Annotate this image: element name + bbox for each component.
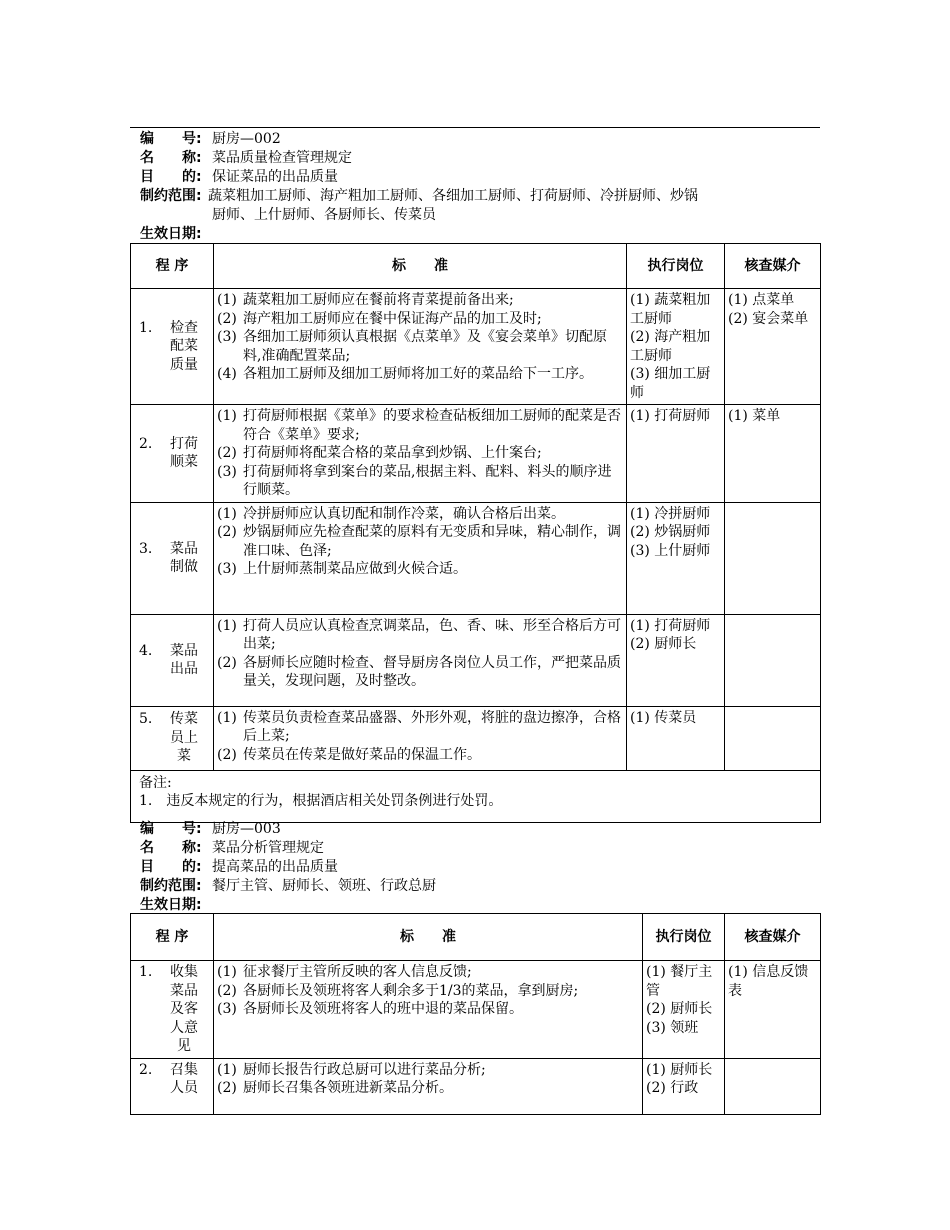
doc1-table bbox=[130, 243, 821, 823]
table-row bbox=[131, 614, 821, 706]
header-standard: 标 准 bbox=[214, 914, 643, 961]
media-cell: (1) 信息反馈表 bbox=[725, 961, 821, 1059]
doc2-effective-date: 生效日期: bbox=[140, 897, 202, 913]
top-rule bbox=[130, 127, 820, 128]
seq-cell: 4. 菜品出品 bbox=[131, 614, 214, 706]
standard-cell: (1) 传菜员负责检查菜品盛器、外形外观，将脏的盘边擦净，合格后上菜; (2) 传菜员在传菜是做好菜品的保温工作。 bbox=[214, 706, 627, 770]
header-standard: 标 准 bbox=[214, 244, 627, 289]
post-cell: (1) 冷拼厨师 (2) 炒锅厨师 (3) 上什厨师 bbox=[627, 502, 725, 614]
header-media: 核查媒介 bbox=[725, 244, 821, 289]
table-header-row bbox=[131, 244, 821, 289]
header-seq: 程 序 bbox=[131, 244, 214, 289]
post-cell: (1) 蔬菜粗加工厨师 (2) 海产粗加工厨师 (3) 细加工厨师 bbox=[627, 289, 725, 405]
post-cell: (1) 打荷厨师 bbox=[627, 405, 725, 503]
doc2-meta bbox=[140, 820, 820, 915]
table-header-row bbox=[131, 914, 821, 961]
media-cell bbox=[725, 614, 821, 706]
doc1-meta bbox=[140, 130, 820, 244]
post-cell: (1) 厨师长 (2) 行政 bbox=[643, 1058, 725, 1114]
table-row bbox=[131, 289, 821, 405]
table-row bbox=[131, 961, 821, 1059]
header-post: 执行岗位 bbox=[643, 914, 725, 961]
header-post: 执行岗位 bbox=[627, 244, 725, 289]
seq-cell: 1. 收集菜品及客人意见 bbox=[131, 961, 214, 1059]
seq-cell: 3. 菜品制做 bbox=[131, 502, 214, 614]
post-cell: (1) 餐厅主管 (2) 厨师长 (3) 领班 bbox=[643, 961, 725, 1059]
post-cell: (1) 传菜员 bbox=[627, 706, 725, 770]
table-row bbox=[131, 405, 821, 503]
doc2-field-name: 名 称: 菜品分析管理规定 bbox=[140, 840, 324, 856]
doc1-field-purpose: 目 的: 保证菜品的出品质量 bbox=[140, 169, 338, 185]
doc2-field-purpose: 目 的: 提高菜品的出品质量 bbox=[140, 859, 338, 875]
media-cell: (1) 菜单 bbox=[725, 405, 821, 503]
table-row bbox=[131, 502, 821, 614]
doc1-field-scope: 制约范围: 蔬菜粗加工厨师、海产粗加工厨师、各细加工厨师、打荷厨师、冷拼厨师、炒锅 bbox=[140, 188, 698, 204]
doc2-field-scope: 制约范围: 餐厅主管、厨师长、领班、行政总厨 bbox=[140, 878, 436, 894]
standard-cell: (1) 冷拼厨师应认真切配和制作冷菜，确认合格后出菜。 (2) 炒锅厨师应先检查配菜的原料有无变质和异味，精心制作，调准口味、色泽; (3) 上什厨师蒸制菜品应做到火候合适。 bbox=[214, 502, 627, 614]
seq-cell: 5. 传菜员上菜 bbox=[131, 706, 214, 770]
seq-cell: 1. 检查配菜质量 bbox=[131, 289, 214, 405]
header-media: 核查媒介 bbox=[725, 914, 821, 961]
media-cell bbox=[725, 1058, 821, 1114]
table-row bbox=[131, 706, 821, 770]
media-cell bbox=[725, 706, 821, 770]
doc1-scope-continued: 厨师、上什厨师、各厨师长、传菜员 bbox=[212, 207, 436, 223]
doc1-field-number: 编 号: 厨房—002 bbox=[140, 131, 281, 147]
seq-cell: 2. 打荷顺菜 bbox=[131, 405, 214, 503]
post-cell: (1) 打荷厨师 (2) 厨师长 bbox=[627, 614, 725, 706]
table-row bbox=[131, 1058, 821, 1114]
header-seq: 程 序 bbox=[131, 914, 214, 961]
media-cell bbox=[725, 502, 821, 614]
media-cell: (1) 点菜单 (2) 宴会菜单 bbox=[725, 289, 821, 405]
doc2-table bbox=[130, 913, 821, 1115]
seq-cell: 2. 召集人员 bbox=[131, 1058, 214, 1114]
doc1-field-name: 名 称: 菜品质量检查管理规定 bbox=[140, 150, 352, 166]
standard-cell: (1) 打荷厨师根据《菜单》的要求检查砧板细加工厨师的配菜是否符合《菜单》要求; (2) 打荷厨师将配菜合格的菜品拿到炒锅、上什案台; (3) 打荷厨师将拿到案台的菜品,根据主料、配料、料头的顺序进行顺菜。 bbox=[214, 405, 627, 503]
note-cell: 备注: 1. 违反本规定的行为，根据酒店相关处罚条例进行处罚。 bbox=[131, 770, 821, 822]
standard-cell: (1) 征求餐厅主管所反映的客人信息反馈; (2) 各厨师长及领班将客人剩余多于1/3的菜品，拿到厨房; (3) 各厨师长及领班将客人的班中退的菜品保留。 bbox=[214, 961, 643, 1059]
standard-cell: (1) 打荷人员应认真检查烹调菜品，色、香、味、形至合格后方可出菜; (2) 各厨师长应随时检查、督导厨房各岗位人员工作，严把菜品质量关，发现问题，及时整改。 bbox=[214, 614, 627, 706]
standard-cell: (1) 厨师长报告行政总厨可以进行菜品分析; (2) 厨师长召集各领班进新菜品分析。 bbox=[214, 1058, 643, 1114]
doc2-field-number: 编 号: 厨房—003 bbox=[140, 821, 281, 837]
standard-cell: (1) 蔬菜粗加工厨师应在餐前将青菜提前备出来; (2) 海产粗加工厨师应在餐中保证海产品的加工及时; (3) 各细加工厨师须认真根据《点菜单》及《宴会菜单》切配原料,准确配置菜品; (4) 各粗加工厨师及细加工厨师将加工好的菜品给下一工序。 bbox=[214, 289, 627, 405]
note-row bbox=[131, 770, 821, 822]
doc1-effective-date: 生效日期: bbox=[140, 226, 202, 242]
